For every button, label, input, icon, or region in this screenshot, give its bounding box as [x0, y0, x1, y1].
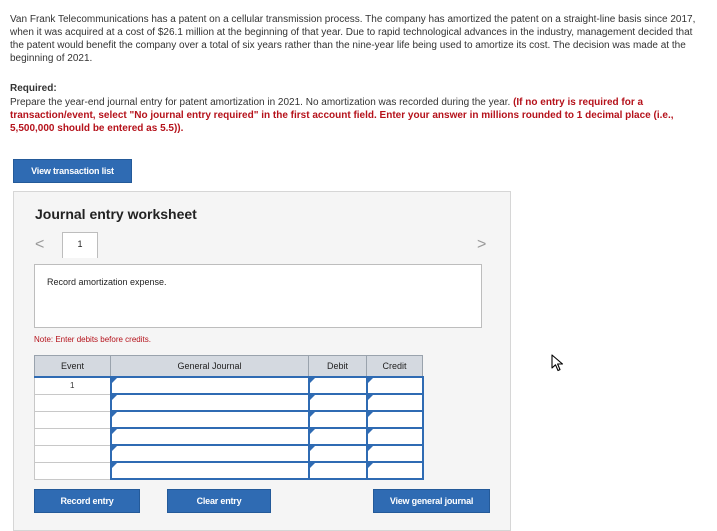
column-header-debit: Debit [309, 356, 367, 378]
event-cell [35, 428, 111, 445]
event-cell [35, 394, 111, 411]
credit-input[interactable] [367, 462, 423, 479]
event-cell [35, 462, 111, 479]
debits-note: Note: Enter debits before credits. [34, 335, 151, 344]
required-text: Prepare the year-end journal entry for patent amortization in 2021. No amortization was recorded during the year. [10, 97, 514, 108]
entry-description: Record amortization expense. [34, 264, 482, 328]
journal-table [34, 355, 424, 480]
clear-entry-button[interactable]: Clear entry [167, 489, 271, 513]
account-input[interactable] [111, 428, 309, 445]
table-row [35, 411, 423, 428]
debit-input[interactable] [309, 428, 367, 445]
record-entry-button[interactable]: Record entry [34, 489, 140, 513]
debit-input[interactable] [309, 411, 367, 428]
column-header-event: Event [35, 356, 111, 378]
table-row [35, 394, 423, 411]
debit-input[interactable] [309, 445, 367, 462]
credit-input[interactable] [367, 445, 423, 462]
credit-input[interactable] [367, 428, 423, 445]
debit-input[interactable] [309, 377, 367, 394]
view-transaction-list-button[interactable]: View transaction list [13, 159, 132, 183]
table-row [35, 445, 423, 462]
event-cell [35, 411, 111, 428]
table-row [35, 428, 423, 445]
table-row [35, 462, 423, 479]
next-arrow-icon[interactable]: > [477, 236, 487, 253]
account-input[interactable] [111, 411, 309, 428]
credit-input[interactable] [367, 394, 423, 411]
event-cell: 1 [35, 377, 111, 394]
debit-input[interactable] [309, 394, 367, 411]
credit-input[interactable] [367, 411, 423, 428]
account-input[interactable] [111, 377, 309, 394]
column-header-general-journal: General Journal [111, 356, 309, 378]
table-row [35, 377, 423, 394]
mouse-pointer-icon [551, 354, 565, 372]
account-input[interactable] [111, 445, 309, 462]
event-cell [35, 445, 111, 462]
account-input[interactable] [111, 394, 309, 411]
debit-input[interactable] [309, 462, 367, 479]
account-input[interactable] [111, 462, 309, 479]
journal-entry-worksheet [13, 191, 511, 531]
worksheet-title: Journal entry worksheet [35, 206, 197, 222]
column-header-credit: Credit [367, 356, 423, 378]
problem-statement: Van Frank Telecommunications has a patent on a cellular transmission process. The company has amortized the patent on a straight-line basis since 2017, when it was acquired at a cost of $26.1 million at the beginning of that year. Due to rapid technological advances in the industry, management decided that the patent would benefit the company over a total of six years rather than the nine-year life being used to amortize its cost. The decision was made at the beginning of 2021. [10, 14, 696, 64]
credit-input[interactable] [367, 377, 423, 394]
required-heading: Required: [10, 83, 57, 94]
required-instructions [10, 96, 707, 135]
tab-event-1[interactable]: 1 [62, 232, 98, 258]
required-note: (If no entry is required for a transaction/event, select "No journal entry required" in the first account field. Enter your answer in millions rounded to 1 decimal place (i.e., 5,500,000 should be entered as 5.5)). [10, 97, 674, 134]
previous-arrow-icon[interactable]: < [35, 236, 45, 253]
view-general-journal-button[interactable]: View general journal [373, 489, 490, 513]
